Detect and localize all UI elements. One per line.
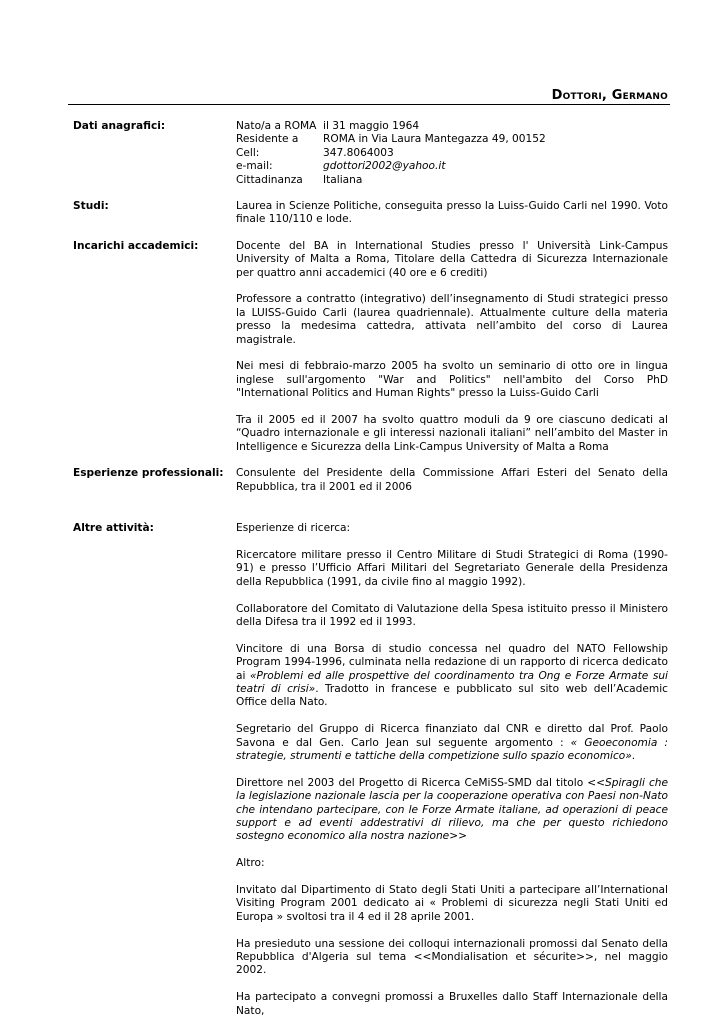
section-anagrafici <box>73 120 670 187</box>
ricerca-paragraph: Ricercatore militare presso il Centro Militare di Studi Strategici di Roma (1990-91) e presso l’Ufficio Affari Militari del Segretariato Generale della Presidenza della Repubblica (1991, da civile fino al maggio 1992). <box>236 548 668 588</box>
section-label-anagrafici: Dati anagrafici: <box>73 120 166 132</box>
incarichi-paragraph: Tra il 2005 ed il 2007 ha svolto quattro moduli da 9 ore ciascuno dedicati al “Quadro internazionale e gli interessi nazionali italiani” nell’ambito del Master in Intelligence e Sicurezza della Link-Campus University of Malta a Roma <box>236 414 668 453</box>
incarichi-paragraph: Docente del BA in International Studies presso l' Università Link-Campus University of Malta a Roma, Titolare della Cattedra di Sicurezza Internazionale per quattro anni accademici (40 ore e 6 crediti) <box>236 239 668 279</box>
header-divider <box>68 104 670 105</box>
altro-paragraph: Ha partecipato a convegni promossi a Bruxelles dallo Staff Internazionale della Nato, <box>236 991 668 1017</box>
anagrafici-value: 347.8064003 <box>323 146 394 159</box>
anagrafici-key: e-mail: <box>236 160 273 173</box>
section-label-esperienze: Esperienze professionali: <box>73 467 224 480</box>
section-esperienze <box>73 467 670 494</box>
email-link[interactable]: gdottori2002@yahoo.it <box>323 160 446 173</box>
section-incarichi <box>73 240 670 454</box>
anagrafici-value: ROMA in Via Laura Mantegazza 49, 00152 <box>323 133 546 146</box>
section-label-altre: Altre attività: <box>73 522 154 535</box>
subheading-altro: Altro: <box>236 857 265 870</box>
section-label-incarichi: Incarichi accademici: <box>73 239 199 252</box>
ricerca-paragraph: Collaboratore del Comitato di Valutazione della Spesa istituito presso il Ministero della Difesa tra il 1992 ed il 1993. <box>236 602 668 628</box>
anagrafici-grid <box>236 120 668 187</box>
section-studi <box>73 200 670 227</box>
subheading-ricerca: Esperienze di ricerca: <box>236 522 351 535</box>
ricerca-paragraph: Segretario del Gruppo di Ricerca finanziato dal CNR e diretto dal Prof. Paolo Savona e dal Gen. Carlo Jean sul seguente argomento : « Geoeconomia : strategie, strumenti e tattiche della competizione sullo spazio economico». <box>236 723 669 762</box>
section-label-studi: Studi: <box>73 200 109 213</box>
incarichi-paragraph: Nei mesi di febbraio-marzo 2005 ha svolto un seminario di otto ore in lingua inglese sull'argomento "War and Politics" nell'ambito del Corso PhD "International Politics and Human Rights" presso la Luiss-Guido Carli <box>236 360 668 400</box>
altro-paragraph: Invitato dal Dipartimento di Stato degli Stati Uniti a partecipare all’International Visiting Program 2001 dedicato ai « Problemi di sicurezza negli Stati Uniti ed Europa » svoltosi tra il 4 ed il 28 aprile 2001. <box>236 883 668 923</box>
ricerca-paragraph: Direttore nel 2003 del Progetto di Ricerca CeMiSS-SMD dal titolo <<Spiragli che la legislazione nazionale lascia per la cooperazione operativa con Paesi non-Nato che intendano partecipare, con le Forze Armate italiane, ad operazioni di peace support e ad eventi addestrativi di rilievo, ma che per questo richiedono sostegno economico alla nostra nazione>> <box>236 776 668 843</box>
anagrafici-key: Cittadinanza <box>236 173 303 186</box>
studi-text: Laurea in Scienze Politiche, conseguita presso la Luiss-Guido Carli nel 1990. Voto finale 110/110 e lode. <box>236 200 668 226</box>
anagrafici-key: Nato/a a ROMA <box>236 120 317 132</box>
altro-paragraph: Ha presieduto una sessione dei colloqui internazionali promossi dal Senato della Repubblica d'Algeria sul tema <<Mondialisation et sécurite>>, nel maggio 2002. <box>236 937 668 977</box>
anagrafici-key: Cell: <box>236 146 260 159</box>
incarichi-paragraph: Professore a contratto (integrativo) dell’insegnamento di Studi strategici presso la LUISS-Guido Carli (laurea quadriennale). Attualmente culture della materia presso la medesima cattedra, attivata nell’ambito del corso di Laurea magistrale. <box>236 293 668 346</box>
esperienze-text: Consulente del Presidente della Commissione Affari Esteri del Senato della Repubblica, tra il 2001 ed il 2006 <box>236 467 668 493</box>
anagrafici-key: Residente a <box>236 133 299 146</box>
ricerca-paragraph: Vincitore di una Borsa di studio concessa nel quadro del NATO Fellowship Program 1994-1996, culminata nella redazione di un rapporto di ricerca dedicato ai «Problemi ed alle prospettive del coordinamento tra Ong e Forze Armate sui teatri di crisi». Tradotto in francese e pubblicato sul sito web dell’Academic Office della Nato. <box>236 642 668 709</box>
cv-name-heading: Dottori, Germano <box>551 88 668 103</box>
cv-content <box>73 120 670 1018</box>
anagrafici-value: Italiana <box>323 173 363 186</box>
section-altre <box>73 522 670 1018</box>
anagrafici-value: il 31 maggio 1964 <box>323 120 420 132</box>
